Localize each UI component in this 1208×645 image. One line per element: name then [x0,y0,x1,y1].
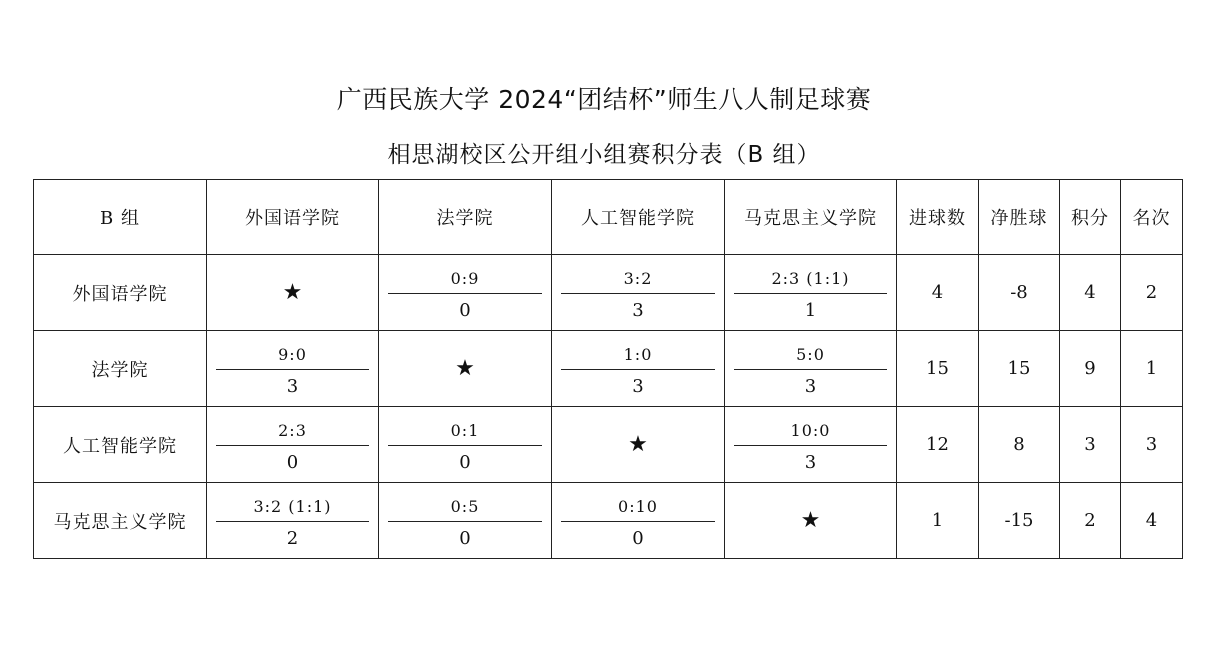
match-points: 3 [632,376,644,397]
match-result-cell [207,407,379,483]
match-score: 9:0 [278,345,307,364]
match-result-cell [552,483,725,559]
match-score: 2:3 (1:1) [771,269,850,288]
goal-diff-cell: -15 [979,483,1060,559]
score-divider [216,369,369,370]
match-score: 2:3 [278,421,307,440]
score-divider [216,445,369,446]
match-result-cell [725,407,897,483]
match-points: 0 [459,452,471,473]
match-points: 0 [459,528,471,549]
document-title: 广西民族大学 2024“团结杯”师生八人制足球赛 [336,85,872,114]
goal-diff-cell: 15 [979,331,1060,407]
score-divider [734,445,887,446]
match-score: 0:10 [618,497,658,516]
row-team-name: 人工智能学院 [34,407,207,483]
match-points: 3 [632,300,644,321]
match-points: 3 [804,376,817,397]
goals-cell: 4 [897,255,979,331]
match-points: 0 [459,300,471,321]
self-match-star [379,331,552,407]
match-result-cell [725,331,897,407]
match-score: 0:9 [450,269,480,288]
self-match-star [552,407,725,483]
star-icon: ★ [455,356,475,381]
row-team-name: 外国语学院 [34,255,207,331]
rank-cell: 1 [1121,331,1183,407]
row-team-name: 法学院 [34,331,207,407]
table-row [34,483,1183,559]
document-subtitle: 相思湖校区公开组小组赛积分表（B 组） [387,142,821,168]
points-cell: 9 [1060,331,1121,407]
score-divider [734,369,887,370]
points-cell: 4 [1060,255,1121,331]
goals-cell: 15 [897,331,979,407]
match-score: 1:0 [623,345,653,364]
header-team-4: 马克思主义学院 [725,180,897,255]
header-rank: 名次 [1121,180,1183,255]
header-group: B 组 [34,180,207,255]
match-result-cell [379,255,552,331]
score-divider [734,293,887,294]
match-points: 1 [804,300,817,321]
row-team-name: 马克思主义学院 [34,483,207,559]
star-icon: ★ [628,432,648,457]
table-row [34,255,1183,331]
header-team-1: 外国语学院 [207,180,379,255]
points-cell: 3 [1060,407,1121,483]
match-result-cell [207,483,379,559]
header-points: 积分 [1060,180,1121,255]
match-score: 0:1 [450,421,480,440]
match-points: 0 [286,452,299,473]
star-icon: ★ [282,280,303,305]
match-points: 0 [632,528,644,549]
score-divider [388,521,542,522]
match-score: 3:2 [623,269,653,288]
match-result-cell [552,331,725,407]
score-divider [561,369,715,370]
match-points: 3 [286,376,299,397]
self-match-star [725,483,897,559]
header-goal-diff: 净胜球 [979,180,1060,255]
header-goals: 进球数 [897,180,979,255]
match-score: 5:0 [796,345,825,364]
table-row [34,331,1183,407]
score-divider [216,521,369,522]
goal-diff-cell: -8 [979,255,1060,331]
standings-table [33,179,1183,559]
match-points: 3 [804,452,817,473]
score-divider [388,445,542,446]
header-team-3: 人工智能学院 [552,180,725,255]
star-icon: ★ [800,508,821,533]
self-match-star [207,255,379,331]
match-result-cell [207,331,379,407]
match-result-cell [379,407,552,483]
match-result-cell [379,483,552,559]
score-divider [388,293,542,294]
match-result-cell [725,255,897,331]
goals-cell: 1 [897,483,979,559]
match-points: 2 [286,528,299,549]
goal-diff-cell: 8 [979,407,1060,483]
rank-cell: 2 [1121,255,1183,331]
table-row [34,407,1183,483]
rank-cell: 3 [1121,407,1183,483]
match-result-cell [552,255,725,331]
match-score: 10:0 [790,421,831,440]
header-team-2: 法学院 [379,180,552,255]
goals-cell: 12 [897,407,979,483]
match-score: 3:2 (1:1) [253,497,332,516]
score-divider [561,293,715,294]
header-row [34,180,1183,255]
match-score: 0:5 [450,497,480,516]
rank-cell: 4 [1121,483,1183,559]
points-cell: 2 [1060,483,1121,559]
score-divider [561,521,715,522]
